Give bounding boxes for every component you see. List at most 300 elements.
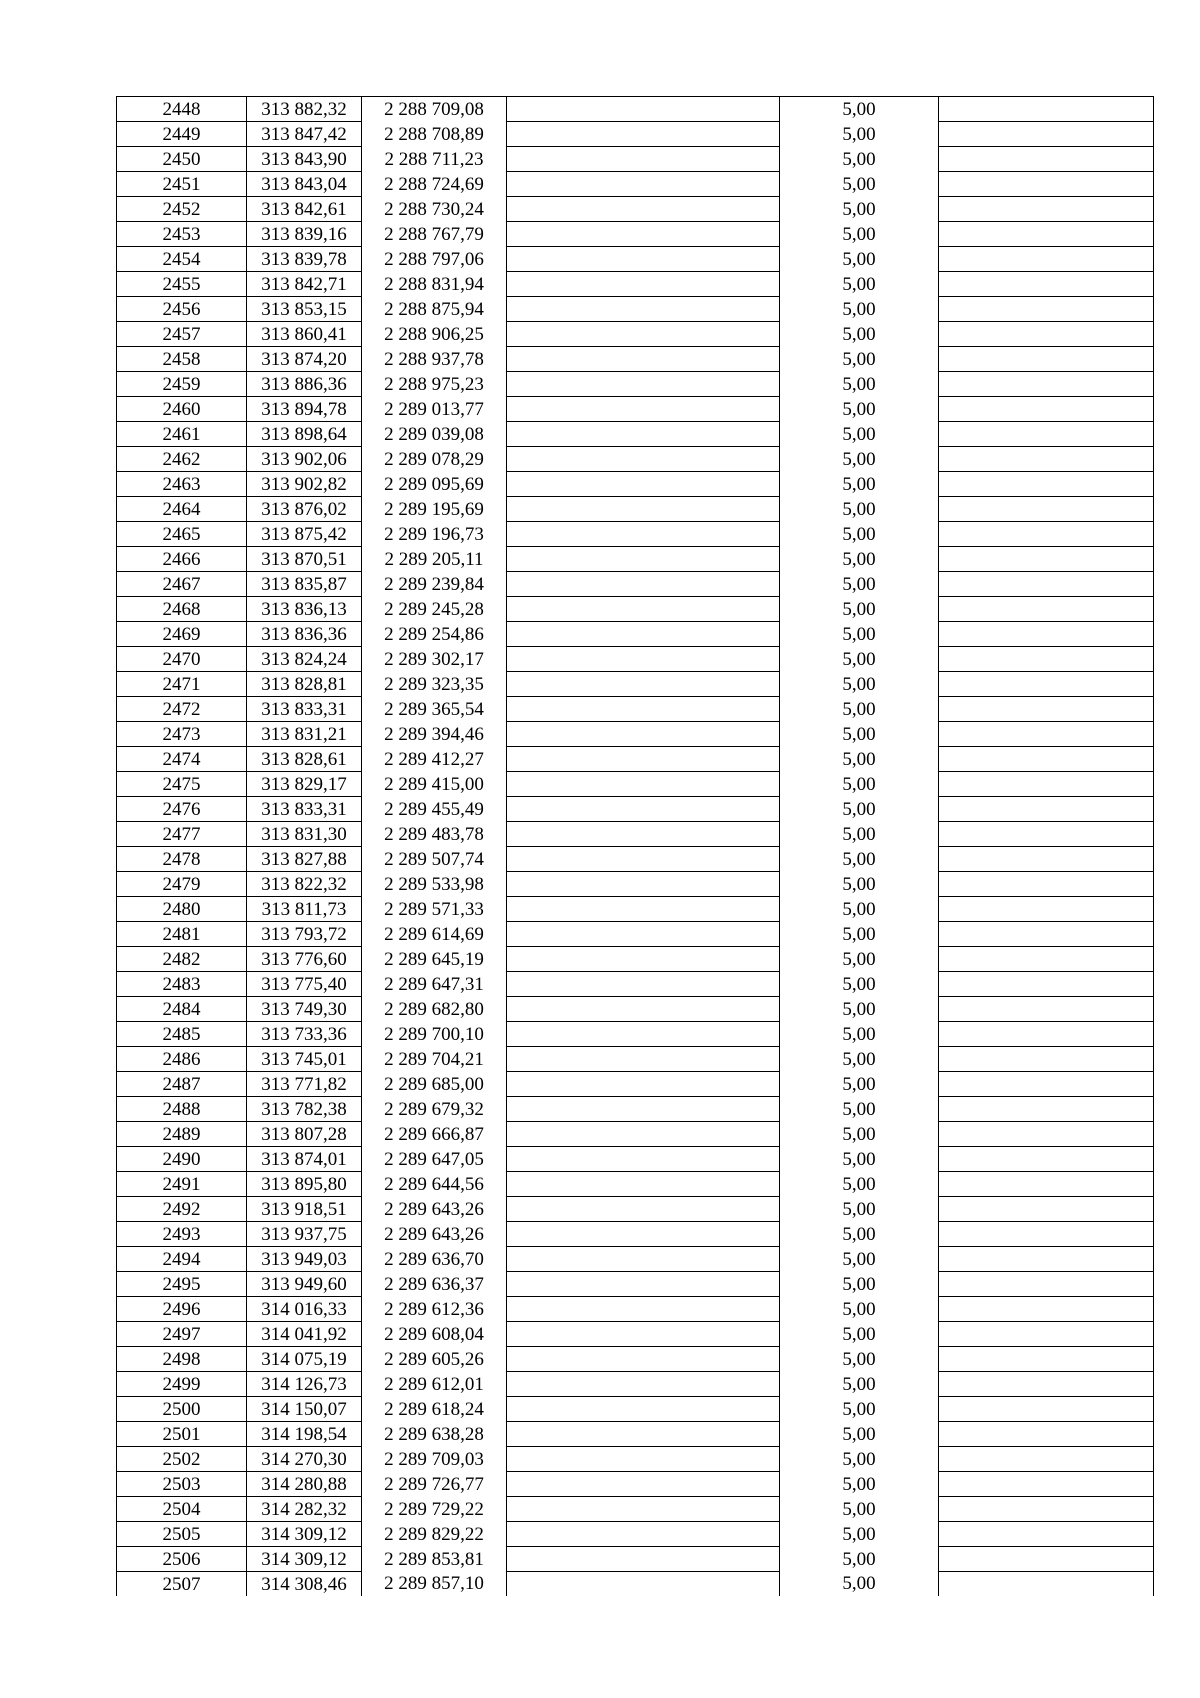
empty-column-2-cell xyxy=(939,847,1154,872)
table-row xyxy=(117,1172,1154,1197)
y-coordinate-cell: 2 289 643,26 xyxy=(362,1222,507,1247)
x-coordinate-cell: 313 836,36 xyxy=(247,622,362,647)
x-coordinate-cell: 313 895,80 xyxy=(247,1172,362,1197)
value-cell: 5,00 xyxy=(780,472,939,497)
value-cell: 5,00 xyxy=(780,1422,939,1447)
table-row xyxy=(117,647,1154,672)
table-row xyxy=(117,972,1154,997)
empty-column-2-cell xyxy=(939,772,1154,797)
table-row xyxy=(117,247,1154,272)
empty-column-cell xyxy=(507,372,780,397)
coordinates-table xyxy=(116,96,1154,1596)
value-cell: 5,00 xyxy=(780,272,939,297)
point-number-cell: 2485 xyxy=(117,1022,247,1047)
x-coordinate-cell: 313 831,21 xyxy=(247,722,362,747)
y-coordinate-cell: 2 289 095,69 xyxy=(362,472,507,497)
point-number-cell: 2503 xyxy=(117,1472,247,1497)
point-number-cell: 2471 xyxy=(117,672,247,697)
value-cell: 5,00 xyxy=(780,497,939,522)
y-coordinate-cell: 2 289 605,26 xyxy=(362,1347,507,1372)
x-coordinate-cell: 313 807,28 xyxy=(247,1122,362,1147)
table-row xyxy=(117,1097,1154,1122)
empty-column-cell xyxy=(507,497,780,522)
empty-column-2-cell xyxy=(939,247,1154,272)
empty-column-2-cell xyxy=(939,472,1154,497)
value-cell: 5,00 xyxy=(780,997,939,1022)
y-coordinate-cell: 2 289 205,11 xyxy=(362,547,507,572)
table-row xyxy=(117,172,1154,197)
x-coordinate-cell: 313 776,60 xyxy=(247,947,362,972)
empty-column-2-cell xyxy=(939,597,1154,622)
x-coordinate-cell: 313 902,82 xyxy=(247,472,362,497)
value-cell: 5,00 xyxy=(780,1397,939,1422)
y-coordinate-cell: 2 289 636,70 xyxy=(362,1247,507,1272)
empty-column-2-cell xyxy=(939,522,1154,547)
value-cell: 5,00 xyxy=(780,1072,939,1097)
empty-column-cell xyxy=(507,1297,780,1322)
y-coordinate-cell: 2 289 039,08 xyxy=(362,422,507,447)
point-number-cell: 2452 xyxy=(117,197,247,222)
empty-column-cell xyxy=(507,147,780,172)
empty-column-2-cell xyxy=(939,947,1154,972)
point-number-cell: 2490 xyxy=(117,1147,247,1172)
empty-column-cell xyxy=(507,972,780,997)
empty-column-cell xyxy=(507,1447,780,1472)
empty-column-2-cell xyxy=(939,697,1154,722)
value-cell: 5,00 xyxy=(780,1197,939,1222)
value-cell: 5,00 xyxy=(780,1097,939,1122)
empty-column-2-cell xyxy=(939,1372,1154,1397)
table-row xyxy=(117,897,1154,922)
empty-column-2-cell xyxy=(939,1022,1154,1047)
table-row xyxy=(117,697,1154,722)
y-coordinate-cell: 2 289 323,35 xyxy=(362,672,507,697)
value-cell: 5,00 xyxy=(780,847,939,872)
empty-column-2-cell xyxy=(939,1297,1154,1322)
value-cell: 5,00 xyxy=(780,397,939,422)
x-coordinate-cell: 313 793,72 xyxy=(247,922,362,947)
point-number-cell: 2504 xyxy=(117,1497,247,1522)
empty-column-2-cell xyxy=(939,347,1154,372)
value-cell: 5,00 xyxy=(780,547,939,572)
value-cell: 5,00 xyxy=(780,1547,939,1572)
value-cell: 5,00 xyxy=(780,322,939,347)
y-coordinate-cell: 2 288 767,79 xyxy=(362,222,507,247)
empty-column-cell xyxy=(507,647,780,672)
value-cell: 5,00 xyxy=(780,1172,939,1197)
y-coordinate-cell: 2 289 853,81 xyxy=(362,1547,507,1572)
point-number-cell: 2482 xyxy=(117,947,247,972)
empty-column-cell xyxy=(507,322,780,347)
value-cell: 5,00 xyxy=(780,1022,939,1047)
empty-column-2-cell xyxy=(939,497,1154,522)
empty-column-2-cell xyxy=(939,1147,1154,1172)
empty-column-cell xyxy=(507,847,780,872)
x-coordinate-cell: 313 902,06 xyxy=(247,447,362,472)
y-coordinate-cell: 2 289 415,00 xyxy=(362,772,507,797)
x-coordinate-cell: 313 843,04 xyxy=(247,172,362,197)
x-coordinate-cell: 313 833,31 xyxy=(247,697,362,722)
table-row xyxy=(117,922,1154,947)
empty-column-cell xyxy=(507,1022,780,1047)
empty-column-cell xyxy=(507,222,780,247)
empty-column-cell xyxy=(507,522,780,547)
value-cell: 5,00 xyxy=(780,1322,939,1347)
value-cell: 5,00 xyxy=(780,1247,939,1272)
y-coordinate-cell: 2 289 254,86 xyxy=(362,622,507,647)
empty-column-cell xyxy=(507,1572,780,1597)
point-number-cell: 2488 xyxy=(117,1097,247,1122)
x-coordinate-cell: 313 898,64 xyxy=(247,422,362,447)
empty-column-2-cell xyxy=(939,972,1154,997)
x-coordinate-cell: 313 886,36 xyxy=(247,372,362,397)
point-number-cell: 2479 xyxy=(117,872,247,897)
point-number-cell: 2453 xyxy=(117,222,247,247)
value-cell: 5,00 xyxy=(780,1572,939,1597)
empty-column-cell xyxy=(507,772,780,797)
table-row xyxy=(117,422,1154,447)
empty-column-cell xyxy=(507,1422,780,1447)
x-coordinate-cell: 313 833,31 xyxy=(247,797,362,822)
empty-column-cell xyxy=(507,297,780,322)
y-coordinate-cell: 2 289 685,00 xyxy=(362,1072,507,1097)
coordinates-table-body xyxy=(117,97,1154,1597)
x-coordinate-cell: 313 831,30 xyxy=(247,822,362,847)
point-number-cell: 2449 xyxy=(117,122,247,147)
empty-column-cell xyxy=(507,422,780,447)
empty-column-2-cell xyxy=(939,1222,1154,1247)
empty-column-cell xyxy=(507,622,780,647)
table-row xyxy=(117,472,1154,497)
table-row xyxy=(117,1272,1154,1297)
point-number-cell: 2495 xyxy=(117,1272,247,1297)
x-coordinate-cell: 313 870,51 xyxy=(247,547,362,572)
x-coordinate-cell: 313 733,36 xyxy=(247,1022,362,1047)
table-row xyxy=(117,122,1154,147)
x-coordinate-cell: 313 771,82 xyxy=(247,1072,362,1097)
empty-column-cell xyxy=(507,597,780,622)
y-coordinate-cell: 2 289 612,36 xyxy=(362,1297,507,1322)
empty-column-2-cell xyxy=(939,197,1154,222)
y-coordinate-cell: 2 288 709,08 xyxy=(362,97,507,122)
table-row xyxy=(117,772,1154,797)
table-row xyxy=(117,547,1154,572)
y-coordinate-cell: 2 288 975,23 xyxy=(362,372,507,397)
y-coordinate-cell: 2 289 196,73 xyxy=(362,522,507,547)
value-cell: 5,00 xyxy=(780,1272,939,1297)
empty-column-cell xyxy=(507,797,780,822)
empty-column-2-cell xyxy=(939,797,1154,822)
empty-column-2-cell xyxy=(939,1547,1154,1572)
empty-column-cell xyxy=(507,697,780,722)
empty-column-2-cell xyxy=(939,1522,1154,1547)
empty-column-2-cell xyxy=(939,1247,1154,1272)
empty-column-2-cell xyxy=(939,397,1154,422)
empty-column-cell xyxy=(507,997,780,1022)
point-number-cell: 2473 xyxy=(117,722,247,747)
y-coordinate-cell: 2 289 709,03 xyxy=(362,1447,507,1472)
table-row xyxy=(117,1147,1154,1172)
x-coordinate-cell: 313 828,61 xyxy=(247,747,362,772)
point-number-cell: 2483 xyxy=(117,972,247,997)
empty-column-cell xyxy=(507,272,780,297)
y-coordinate-cell: 2 289 507,74 xyxy=(362,847,507,872)
empty-column-cell xyxy=(507,122,780,147)
empty-column-cell xyxy=(507,1497,780,1522)
empty-column-2-cell xyxy=(939,672,1154,697)
y-coordinate-cell: 2 289 700,10 xyxy=(362,1022,507,1047)
empty-column-cell xyxy=(507,747,780,772)
value-cell: 5,00 xyxy=(780,172,939,197)
y-coordinate-cell: 2 289 302,17 xyxy=(362,647,507,672)
empty-column-cell xyxy=(507,922,780,947)
x-coordinate-cell: 313 839,16 xyxy=(247,222,362,247)
empty-column-2-cell xyxy=(939,1572,1154,1597)
point-number-cell: 2492 xyxy=(117,1197,247,1222)
point-number-cell: 2496 xyxy=(117,1297,247,1322)
x-coordinate-cell: 313 745,01 xyxy=(247,1047,362,1072)
empty-column-cell xyxy=(507,672,780,697)
table-row xyxy=(117,1122,1154,1147)
empty-column-cell xyxy=(507,1472,780,1497)
y-coordinate-cell: 2 289 612,01 xyxy=(362,1372,507,1397)
y-coordinate-cell: 2 289 636,37 xyxy=(362,1272,507,1297)
empty-column-2-cell xyxy=(939,647,1154,672)
empty-column-2-cell xyxy=(939,722,1154,747)
table-row xyxy=(117,1372,1154,1397)
empty-column-cell xyxy=(507,897,780,922)
table-row xyxy=(117,1522,1154,1547)
y-coordinate-cell: 2 289 608,04 xyxy=(362,1322,507,1347)
value-cell: 5,00 xyxy=(780,697,939,722)
empty-column-cell xyxy=(507,1272,780,1297)
table-row xyxy=(117,1297,1154,1322)
table-row xyxy=(117,1022,1154,1047)
x-coordinate-cell: 313 874,01 xyxy=(247,1147,362,1172)
value-cell: 5,00 xyxy=(780,347,939,372)
point-number-cell: 2448 xyxy=(117,97,247,122)
value-cell: 5,00 xyxy=(780,972,939,997)
x-coordinate-cell: 313 949,03 xyxy=(247,1247,362,1272)
empty-column-2-cell xyxy=(939,1072,1154,1097)
y-coordinate-cell: 2 289 239,84 xyxy=(362,572,507,597)
value-cell: 5,00 xyxy=(780,297,939,322)
empty-column-2-cell xyxy=(939,1197,1154,1222)
value-cell: 5,00 xyxy=(780,147,939,172)
y-coordinate-cell: 2 288 708,89 xyxy=(362,122,507,147)
point-number-cell: 2505 xyxy=(117,1522,247,1547)
x-coordinate-cell: 313 811,73 xyxy=(247,897,362,922)
y-coordinate-cell: 2 289 643,26 xyxy=(362,1197,507,1222)
value-cell: 5,00 xyxy=(780,197,939,222)
table-row xyxy=(117,222,1154,247)
y-coordinate-cell: 2 288 831,94 xyxy=(362,272,507,297)
table-row xyxy=(117,1247,1154,1272)
x-coordinate-cell: 313 876,02 xyxy=(247,497,362,522)
x-coordinate-cell: 313 829,17 xyxy=(247,772,362,797)
point-number-cell: 2497 xyxy=(117,1322,247,1347)
x-coordinate-cell: 313 835,87 xyxy=(247,572,362,597)
empty-column-cell xyxy=(507,1522,780,1547)
table-row xyxy=(117,747,1154,772)
point-number-cell: 2507 xyxy=(117,1572,247,1597)
empty-column-2-cell xyxy=(939,897,1154,922)
empty-column-2-cell xyxy=(939,122,1154,147)
value-cell: 5,00 xyxy=(780,372,939,397)
y-coordinate-cell: 2 289 647,05 xyxy=(362,1147,507,1172)
point-number-cell: 2463 xyxy=(117,472,247,497)
y-coordinate-cell: 2 289 726,77 xyxy=(362,1472,507,1497)
value-cell: 5,00 xyxy=(780,822,939,847)
table-row xyxy=(117,622,1154,647)
table-row xyxy=(117,147,1154,172)
empty-column-cell xyxy=(507,872,780,897)
empty-column-cell xyxy=(507,722,780,747)
x-coordinate-cell: 313 822,32 xyxy=(247,872,362,897)
empty-column-cell xyxy=(507,1197,780,1222)
value-cell: 5,00 xyxy=(780,672,939,697)
empty-column-2-cell xyxy=(939,747,1154,772)
x-coordinate-cell: 313 937,75 xyxy=(247,1222,362,1247)
empty-column-2-cell xyxy=(939,272,1154,297)
point-number-cell: 2478 xyxy=(117,847,247,872)
table-row xyxy=(117,847,1154,872)
table-row xyxy=(117,372,1154,397)
y-coordinate-cell: 2 289 679,32 xyxy=(362,1097,507,1122)
x-coordinate-cell: 314 016,33 xyxy=(247,1297,362,1322)
y-coordinate-cell: 2 289 078,29 xyxy=(362,447,507,472)
value-cell: 5,00 xyxy=(780,447,939,472)
empty-column-2-cell xyxy=(939,547,1154,572)
value-cell: 5,00 xyxy=(780,1347,939,1372)
value-cell: 5,00 xyxy=(780,1472,939,1497)
y-coordinate-cell: 2 289 195,69 xyxy=(362,497,507,522)
point-number-cell: 2487 xyxy=(117,1072,247,1097)
x-coordinate-cell: 313 949,60 xyxy=(247,1272,362,1297)
y-coordinate-cell: 2 288 724,69 xyxy=(362,172,507,197)
table-row xyxy=(117,197,1154,222)
value-cell: 5,00 xyxy=(780,622,939,647)
empty-column-2-cell xyxy=(939,97,1154,122)
value-cell: 5,00 xyxy=(780,922,939,947)
empty-column-2-cell xyxy=(939,1172,1154,1197)
y-coordinate-cell: 2 289 394,46 xyxy=(362,722,507,747)
point-number-cell: 2491 xyxy=(117,1172,247,1197)
value-cell: 5,00 xyxy=(780,647,939,672)
y-coordinate-cell: 2 289 533,98 xyxy=(362,872,507,897)
table-row xyxy=(117,1472,1154,1497)
point-number-cell: 2484 xyxy=(117,997,247,1022)
empty-column-2-cell xyxy=(939,1122,1154,1147)
empty-column-2-cell xyxy=(939,372,1154,397)
point-number-cell: 2481 xyxy=(117,922,247,947)
x-coordinate-cell: 314 126,73 xyxy=(247,1372,362,1397)
value-cell: 5,00 xyxy=(780,1522,939,1547)
empty-column-cell xyxy=(507,822,780,847)
table-row xyxy=(117,597,1154,622)
x-coordinate-cell: 313 836,13 xyxy=(247,597,362,622)
table-row xyxy=(117,1047,1154,1072)
table-row xyxy=(117,1497,1154,1522)
empty-column-cell xyxy=(507,547,780,572)
empty-column-2-cell xyxy=(939,1347,1154,1372)
empty-column-2-cell xyxy=(939,572,1154,597)
x-coordinate-cell: 313 918,51 xyxy=(247,1197,362,1222)
table-row xyxy=(117,1547,1154,1572)
value-cell: 5,00 xyxy=(780,1497,939,1522)
empty-column-cell xyxy=(507,247,780,272)
table-row xyxy=(117,1347,1154,1372)
empty-column-2-cell xyxy=(939,322,1154,347)
y-coordinate-cell: 2 288 730,24 xyxy=(362,197,507,222)
empty-column-cell xyxy=(507,472,780,497)
empty-column-2-cell xyxy=(939,1422,1154,1447)
point-number-cell: 2454 xyxy=(117,247,247,272)
x-coordinate-cell: 314 282,32 xyxy=(247,1497,362,1522)
point-number-cell: 2475 xyxy=(117,772,247,797)
empty-column-2-cell xyxy=(939,1447,1154,1472)
y-coordinate-cell: 2 289 644,56 xyxy=(362,1172,507,1197)
y-coordinate-cell: 2 289 666,87 xyxy=(362,1122,507,1147)
table-row xyxy=(117,722,1154,747)
table-row xyxy=(117,347,1154,372)
value-cell: 5,00 xyxy=(780,1122,939,1147)
x-coordinate-cell: 313 894,78 xyxy=(247,397,362,422)
table-row xyxy=(117,447,1154,472)
empty-column-cell xyxy=(507,1047,780,1072)
value-cell: 5,00 xyxy=(780,1297,939,1322)
table-row xyxy=(117,497,1154,522)
empty-column-2-cell xyxy=(939,447,1154,472)
empty-column-2-cell xyxy=(939,822,1154,847)
value-cell: 5,00 xyxy=(780,522,939,547)
empty-column-cell xyxy=(507,347,780,372)
point-number-cell: 2455 xyxy=(117,272,247,297)
table-row xyxy=(117,522,1154,547)
point-number-cell: 2494 xyxy=(117,1247,247,1272)
point-number-cell: 2468 xyxy=(117,597,247,622)
y-coordinate-cell: 2 288 711,23 xyxy=(362,147,507,172)
x-coordinate-cell: 313 853,15 xyxy=(247,297,362,322)
x-coordinate-cell: 314 075,19 xyxy=(247,1347,362,1372)
point-number-cell: 2477 xyxy=(117,822,247,847)
value-cell: 5,00 xyxy=(780,247,939,272)
value-cell: 5,00 xyxy=(780,1222,939,1247)
value-cell: 5,00 xyxy=(780,222,939,247)
y-coordinate-cell: 2 289 455,49 xyxy=(362,797,507,822)
x-coordinate-cell: 314 198,54 xyxy=(247,1422,362,1447)
x-coordinate-cell: 313 775,40 xyxy=(247,972,362,997)
empty-column-cell xyxy=(507,572,780,597)
empty-column-2-cell xyxy=(939,1497,1154,1522)
x-coordinate-cell: 313 827,88 xyxy=(247,847,362,872)
x-coordinate-cell: 314 270,30 xyxy=(247,1447,362,1472)
table-row xyxy=(117,672,1154,697)
table-row xyxy=(117,97,1154,122)
empty-column-2-cell xyxy=(939,622,1154,647)
point-number-cell: 2502 xyxy=(117,1447,247,1472)
empty-column-cell xyxy=(507,397,780,422)
point-number-cell: 2480 xyxy=(117,897,247,922)
y-coordinate-cell: 2 289 647,31 xyxy=(362,972,507,997)
point-number-cell: 2501 xyxy=(117,1422,247,1447)
y-coordinate-cell: 2 289 729,22 xyxy=(362,1497,507,1522)
table-row xyxy=(117,1197,1154,1222)
table-row xyxy=(117,872,1154,897)
y-coordinate-cell: 2 289 365,54 xyxy=(362,697,507,722)
empty-column-2-cell xyxy=(939,222,1154,247)
empty-column-2-cell xyxy=(939,1472,1154,1497)
